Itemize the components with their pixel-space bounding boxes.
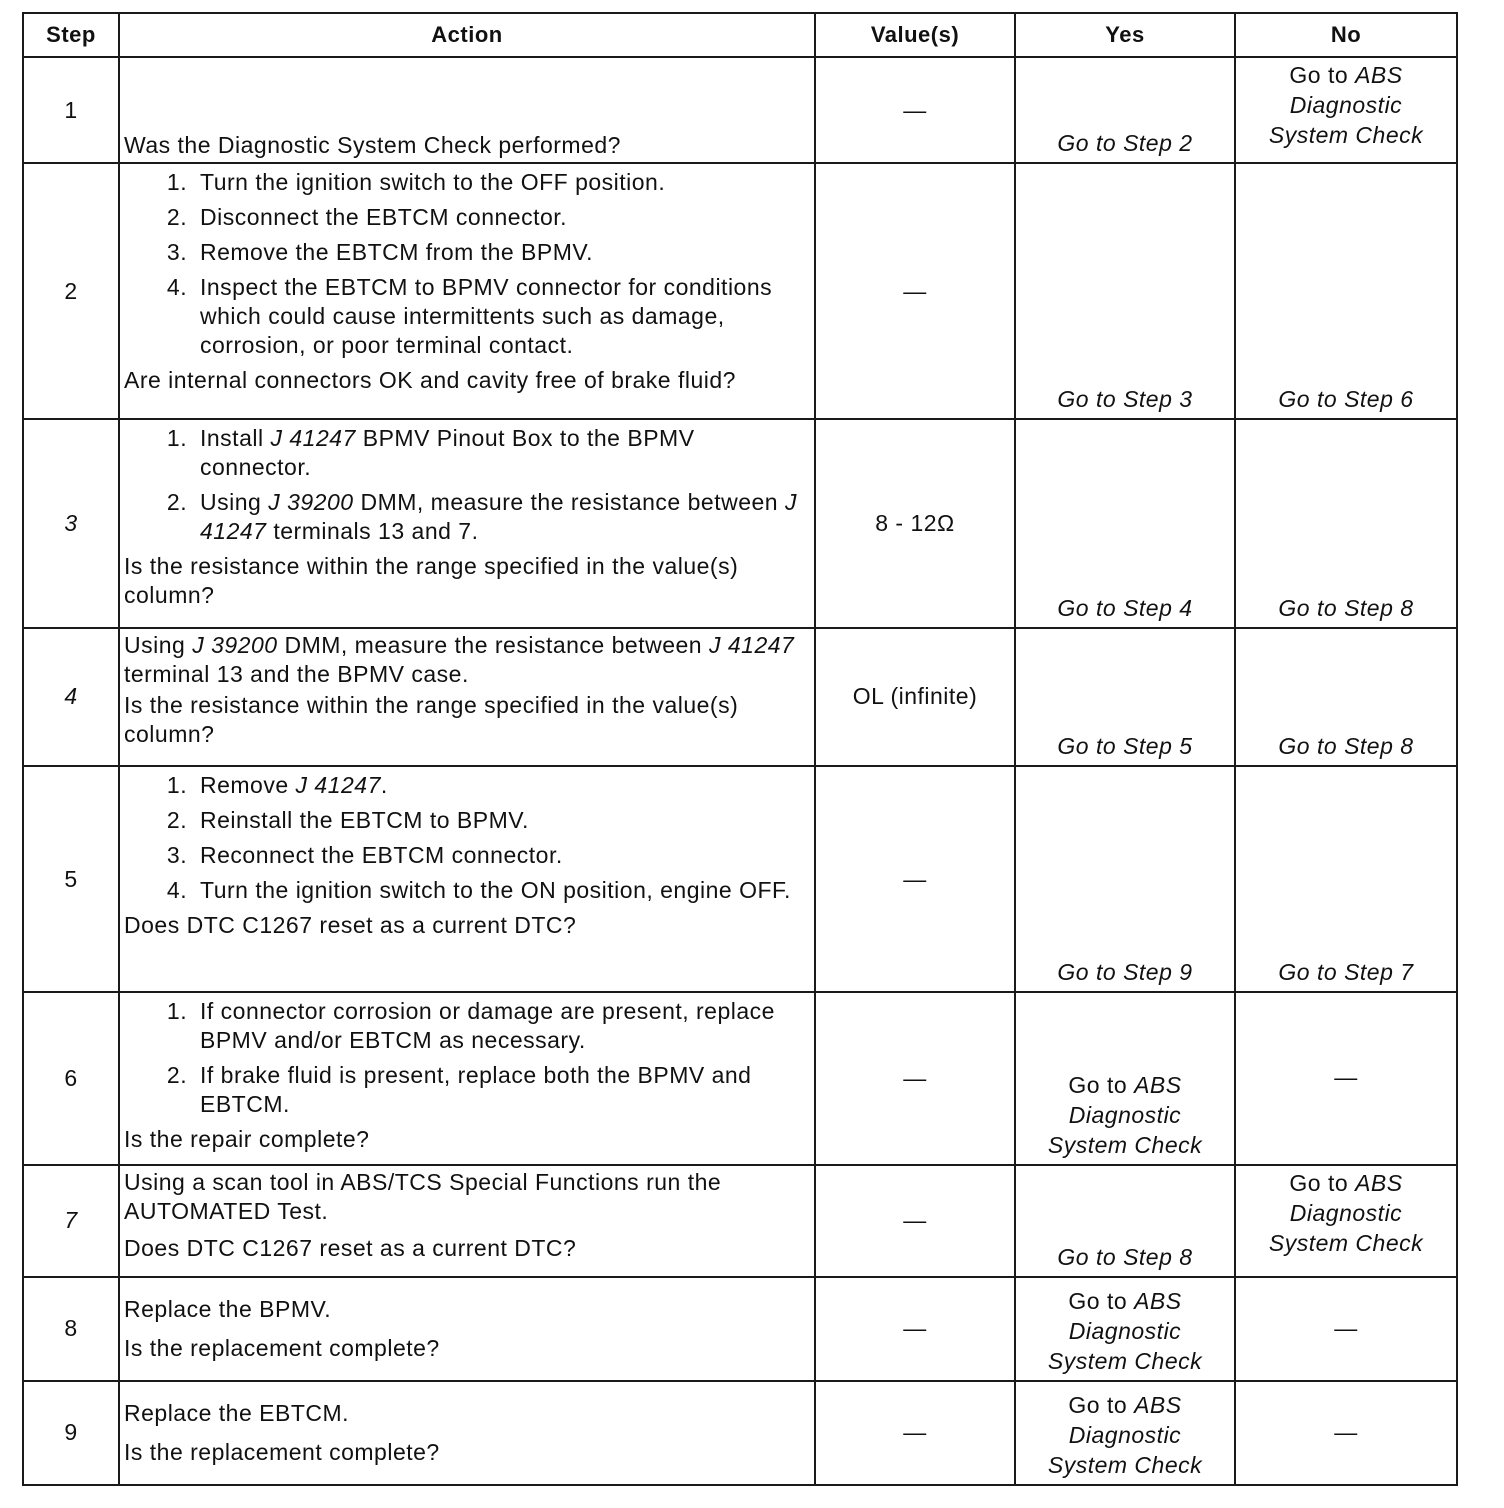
no-cell (1235, 1277, 1457, 1381)
yes-cell: Go to Step 4 (1015, 419, 1235, 627)
value-dash: — (903, 1064, 927, 1091)
action-step: 3. Remove the EBTCM from the BPMV. (194, 238, 810, 267)
no-cell (1235, 992, 1457, 1164)
abs-goto: Go to (1289, 1169, 1356, 1196)
tool-number: J 41247 (270, 425, 356, 452)
value-dash: — (1334, 1314, 1358, 1341)
action-cell (119, 1277, 815, 1381)
tool-number: J 41247 (200, 489, 797, 545)
text-fragment: BPMV Pinout Box to the BPMV connector. (200, 425, 695, 481)
abs-label: ABS (1355, 62, 1403, 88)
action-step (194, 771, 810, 800)
yes-cell: Go to Step 9 (1015, 766, 1235, 992)
action-step: 3. Reconnect the EBTCM connector. (194, 841, 810, 870)
action-steps (124, 771, 810, 905)
action-text: Replace the EBTCM. (124, 1399, 350, 1426)
value-cell: 8 - 12Ω (815, 419, 1015, 627)
action-cell (119, 1165, 815, 1277)
table-row (23, 992, 1457, 1164)
no-cell: Go to Step 6 (1235, 163, 1457, 419)
no-cell: Go to Step 8 (1235, 628, 1457, 766)
value-dash: — (903, 1419, 927, 1446)
value-cell (815, 1381, 1015, 1485)
step-number: 1 (23, 57, 119, 163)
header-step: Step (23, 13, 119, 57)
step-number: 2 (23, 163, 119, 419)
tool-number: J 39200 (192, 631, 278, 658)
action-cell (119, 419, 815, 627)
action-step: 1. If connector corrosion or damage are present, replace BPMV and/or EBTCM as necessary. (194, 997, 810, 1055)
tool-number: J 39200 (268, 489, 354, 516)
action-step: 2. Disconnect the EBTCM connector. (194, 203, 810, 232)
question-text: Is the replacement complete? (124, 1438, 440, 1465)
yes-cell: Go to Step 8 (1015, 1165, 1235, 1277)
step-number: 7 (23, 1165, 119, 1277)
text-fragment: . (380, 771, 388, 798)
value-dash: — (903, 277, 927, 304)
action-step (194, 488, 810, 546)
no-cell: Go to Step 7 (1235, 766, 1457, 992)
step-number: 3 (23, 419, 119, 627)
action-steps (124, 168, 810, 360)
action-cell (119, 1381, 815, 1485)
text-fragment: DMM, measure the resistance between (277, 631, 709, 658)
abs-line3: System Check (1047, 1347, 1203, 1374)
action-step: 1. Turn the ignition switch to the OFF position. (194, 168, 810, 197)
yes-cell (1015, 1277, 1235, 1381)
diagnostic-table (22, 12, 1458, 1486)
action-step: 4. Turn the ignition switch to the ON position, engine OFF. (194, 876, 810, 905)
tool-number: J 41247 (295, 771, 381, 798)
action-step: 2. Reinstall the EBTCM to BPMV. (194, 806, 810, 835)
yes-cell (1015, 1381, 1235, 1485)
abs-line3: System Check (1268, 1229, 1424, 1256)
abs-line3: System Check (1268, 122, 1424, 148)
step-number: 8 (23, 1277, 119, 1381)
text-fragment: Using (124, 631, 193, 658)
value-cell (815, 1165, 1015, 1277)
yes-cell: Go to Step 2 (1015, 57, 1235, 163)
text-fragment: Remove (200, 771, 296, 798)
abs-label: ABS (1134, 1071, 1182, 1098)
abs-label: ABS (1355, 1169, 1403, 1196)
abs-label: ABS (1134, 1287, 1182, 1314)
table-row (23, 628, 1457, 766)
abs-line3: System Check (1047, 1131, 1203, 1158)
yes-cell: Go to Step 5 (1015, 628, 1235, 766)
abs-line2: Diagnostic (1068, 1101, 1182, 1128)
table-row (23, 1277, 1457, 1381)
table-row (23, 766, 1457, 992)
tool-number: J 41247 (708, 631, 795, 658)
question-text: Are internal connectors OK and cavity free of brake fluid? (124, 367, 736, 394)
action-steps (124, 424, 810, 546)
step-number: 9 (23, 1381, 119, 1485)
action-cell (119, 57, 815, 163)
step-number: 5 (23, 766, 119, 992)
header-row (23, 13, 1457, 57)
question-text: Is the repair complete? (124, 1126, 370, 1153)
no-cell (1235, 57, 1457, 163)
abs-line2: Diagnostic (1068, 1317, 1182, 1344)
action-text: Using a scan tool in ABS/TCS Special Functions run the AUTOMATED Test. (124, 1168, 722, 1224)
abs-line3: System Check (1047, 1452, 1203, 1478)
action-cell (119, 766, 815, 992)
value-dash: — (1334, 1418, 1358, 1445)
table-row (23, 1165, 1457, 1277)
header-values: Value(s) (815, 13, 1015, 57)
value-cell (815, 57, 1015, 163)
value-cell (815, 1277, 1015, 1381)
table-row (23, 57, 1457, 163)
abs-label: ABS (1134, 1392, 1182, 1418)
text-fragment: terminal 13 and the BPMV case. (124, 660, 469, 687)
value-cell (815, 766, 1015, 992)
value-cell (815, 163, 1015, 419)
action-text: Replace the BPMV. (124, 1295, 332, 1322)
header-action: Action (119, 13, 815, 57)
abs-goto: Go to (1068, 1071, 1135, 1098)
action-step: 4. Inspect the EBTCM to BPMV connector for conditions which could cause intermittents such as damage, corrosion, or poor terminal contact. (194, 273, 810, 360)
question-text: Does DTC C1267 reset as a current DTC? (124, 1234, 577, 1261)
yes-cell: Go to Step 3 (1015, 163, 1235, 419)
step-number: 6 (23, 992, 119, 1164)
text-fragment: DMM, measure the resistance between (353, 489, 785, 516)
abs-line2: Diagnostic (1068, 1422, 1182, 1448)
text-fragment: Install (200, 425, 271, 452)
abs-goto: Go to (1068, 1392, 1135, 1418)
table-row (23, 163, 1457, 419)
action-text (124, 631, 810, 689)
value-dash: — (903, 865, 927, 892)
header-yes: Yes (1015, 13, 1235, 57)
question-text: Was the Diagnostic System Check performed? (124, 132, 621, 159)
yes-cell (1015, 992, 1235, 1164)
header-no: No (1235, 13, 1457, 57)
no-cell (1235, 1381, 1457, 1485)
value-dash: — (903, 1315, 927, 1342)
no-cell: Go to Step 8 (1235, 419, 1457, 627)
value-cell: OL (infinite) (815, 628, 1015, 766)
action-step (194, 424, 810, 482)
question-text: Is the replacement complete? (124, 1334, 440, 1361)
abs-line2: Diagnostic (1289, 1199, 1403, 1226)
value-dash: — (1334, 1064, 1358, 1091)
action-cell (119, 992, 815, 1164)
table-row (23, 1381, 1457, 1485)
action-cell (119, 163, 815, 419)
value-dash: — (903, 96, 927, 123)
abs-line2: Diagnostic (1289, 92, 1403, 118)
action-steps (124, 997, 810, 1119)
value-cell (815, 992, 1015, 1164)
question-text: Is the resistance within the range specified in the value(s) column? (124, 691, 739, 747)
action-step: 2. If brake fluid is present, replace both the BPMV and EBTCM. (194, 1061, 810, 1119)
text-fragment: terminals 13 and 7. (266, 518, 479, 545)
no-cell (1235, 1165, 1457, 1277)
abs-goto: Go to (1068, 1287, 1135, 1314)
table-row (23, 419, 1457, 627)
step-number: 4 (23, 628, 119, 766)
question-text: Does DTC C1267 reset as a current DTC? (124, 911, 577, 938)
text-fragment: Using (200, 489, 269, 516)
action-cell (119, 628, 815, 766)
abs-goto: Go to (1289, 62, 1356, 88)
question-text: Is the resistance within the range specified in the value(s) column? (124, 553, 739, 609)
value-dash: — (903, 1207, 927, 1234)
